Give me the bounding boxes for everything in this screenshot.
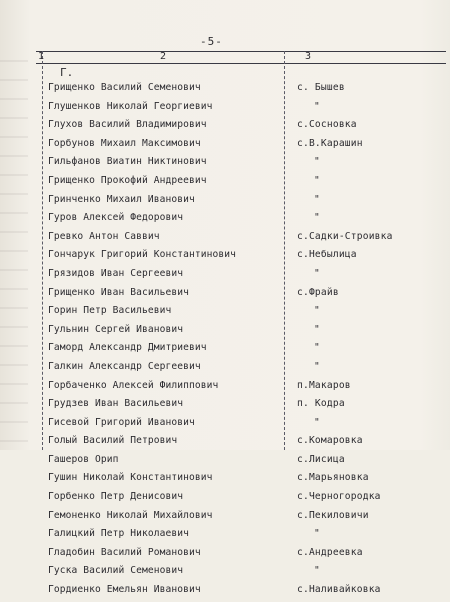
section-letter: Г.	[60, 66, 74, 79]
table-top-rule	[36, 51, 446, 52]
column-header-2: 2	[160, 51, 167, 62]
settlement: с.Небылица	[297, 249, 357, 261]
table-row	[0, 453, 450, 472]
settlement: с.Марьяновка	[297, 472, 369, 484]
table-row	[0, 509, 450, 528]
settlement: с.Лисица	[297, 453, 345, 465]
table-row	[0, 323, 450, 342]
table-row	[0, 341, 450, 360]
table-row	[0, 416, 450, 435]
table-row	[0, 118, 450, 137]
settlement: "	[314, 323, 320, 335]
person-name: Гульнин Сергей Иванович	[48, 323, 184, 335]
settlement: "	[314, 565, 320, 577]
settlement: с.Черногородка	[297, 491, 381, 503]
settlement: с.Сосновка	[297, 119, 357, 131]
table-row	[0, 564, 450, 583]
person-name: Горбунов Михаил Максимович	[48, 137, 201, 149]
person-name: Гисевой Григорий Иванович	[48, 416, 195, 428]
table-row	[0, 434, 450, 453]
table-row	[0, 527, 450, 546]
table-row	[0, 546, 450, 565]
settlement: с.Андреевка	[297, 546, 363, 558]
table-row	[0, 230, 450, 249]
table-row	[0, 286, 450, 305]
settlement: "	[314, 360, 320, 372]
person-name: Горин Петр Васильевич	[48, 305, 172, 317]
settlement: с.Фрайв	[297, 286, 339, 298]
person-name: Гладобин Василий Романович	[48, 546, 201, 558]
table-row	[0, 397, 450, 416]
person-name: Голый Василий Петрович	[48, 435, 178, 447]
table-row	[0, 174, 450, 193]
person-name: Грищенко Василий Семенович	[48, 82, 201, 93]
settlement: "	[314, 100, 320, 112]
person-name: Глухов Василий Владимирович	[48, 119, 207, 131]
table-row	[0, 360, 450, 379]
person-name: Горбенко Петр Денисович	[48, 491, 184, 503]
table-row	[0, 471, 450, 490]
settlement: с.Садки-Строивка	[297, 230, 393, 242]
settlement: "	[314, 212, 320, 224]
table-row	[0, 81, 450, 100]
person-name: Грищенко Иван Васильевич	[48, 286, 190, 298]
person-name: Грищенко Прокофий Андреевич	[48, 174, 207, 186]
settlement: "	[314, 267, 320, 279]
person-name: Гуров Алексей Федорович	[48, 212, 184, 224]
table-row	[0, 379, 450, 398]
table-row	[0, 137, 450, 156]
table-row	[0, 248, 450, 267]
settlement: "	[314, 174, 320, 186]
person-name: Гемоненко Николай Михайлович	[48, 509, 213, 521]
settlement: "	[314, 305, 320, 317]
table-row	[0, 267, 450, 286]
settlement: "	[314, 342, 320, 354]
table-row	[0, 583, 450, 602]
settlement: с.В.Карашин	[297, 137, 363, 149]
person-name: Гончарук Григорий Константинович	[48, 249, 237, 261]
person-name: Гринченко Михаил Иванович	[48, 193, 195, 205]
person-name: Грудзев Иван Васильевич	[48, 398, 184, 410]
table-row	[0, 155, 450, 174]
settlement: "	[314, 416, 320, 428]
table-row	[0, 193, 450, 212]
person-name: Гревко Антон Саввич	[48, 230, 160, 242]
person-name: Гаморд Александр Дмитриевич	[48, 342, 207, 354]
table-header-rule	[36, 63, 446, 64]
settlement: "	[314, 156, 320, 168]
table-row	[0, 211, 450, 230]
person-name: Гильфанов Виатин Никтинович	[48, 156, 207, 168]
column-header-1: 1	[38, 51, 45, 62]
person-name: Гуска Василий Семенович	[48, 565, 184, 577]
table-row	[0, 304, 450, 323]
person-name: Галицкий Петр Николаевич	[48, 528, 190, 540]
person-name: Галкин Александр Сергеевич	[48, 360, 201, 372]
person-name: Гушин Николай Константинович	[48, 472, 213, 484]
person-name: Глушенков Николай Георгиевич	[48, 100, 213, 112]
person-name: Горбаченко Алексей Филиппович	[48, 379, 219, 391]
name-list	[0, 81, 450, 602]
person-name: Гордиенко Емельян Иванович	[48, 584, 201, 596]
settlement: "	[314, 528, 320, 540]
column-header-3: 3	[305, 51, 312, 62]
person-name: Грязидов Иван Сергеевич	[48, 267, 184, 279]
page-number: -5-	[200, 35, 223, 48]
person-name: Гашеров Орип	[48, 453, 119, 465]
settlement: п.Макаров	[297, 379, 351, 391]
table-row	[0, 490, 450, 509]
settlement: с.Комаровка	[297, 435, 363, 447]
settlement: п. Кодра	[297, 398, 345, 410]
table-row	[0, 100, 450, 119]
settlement: с. Бышев	[297, 82, 345, 93]
settlement: с.Пекиловичи	[297, 509, 369, 521]
settlement: с.Наливайковка	[297, 584, 381, 596]
settlement: "	[314, 193, 320, 205]
